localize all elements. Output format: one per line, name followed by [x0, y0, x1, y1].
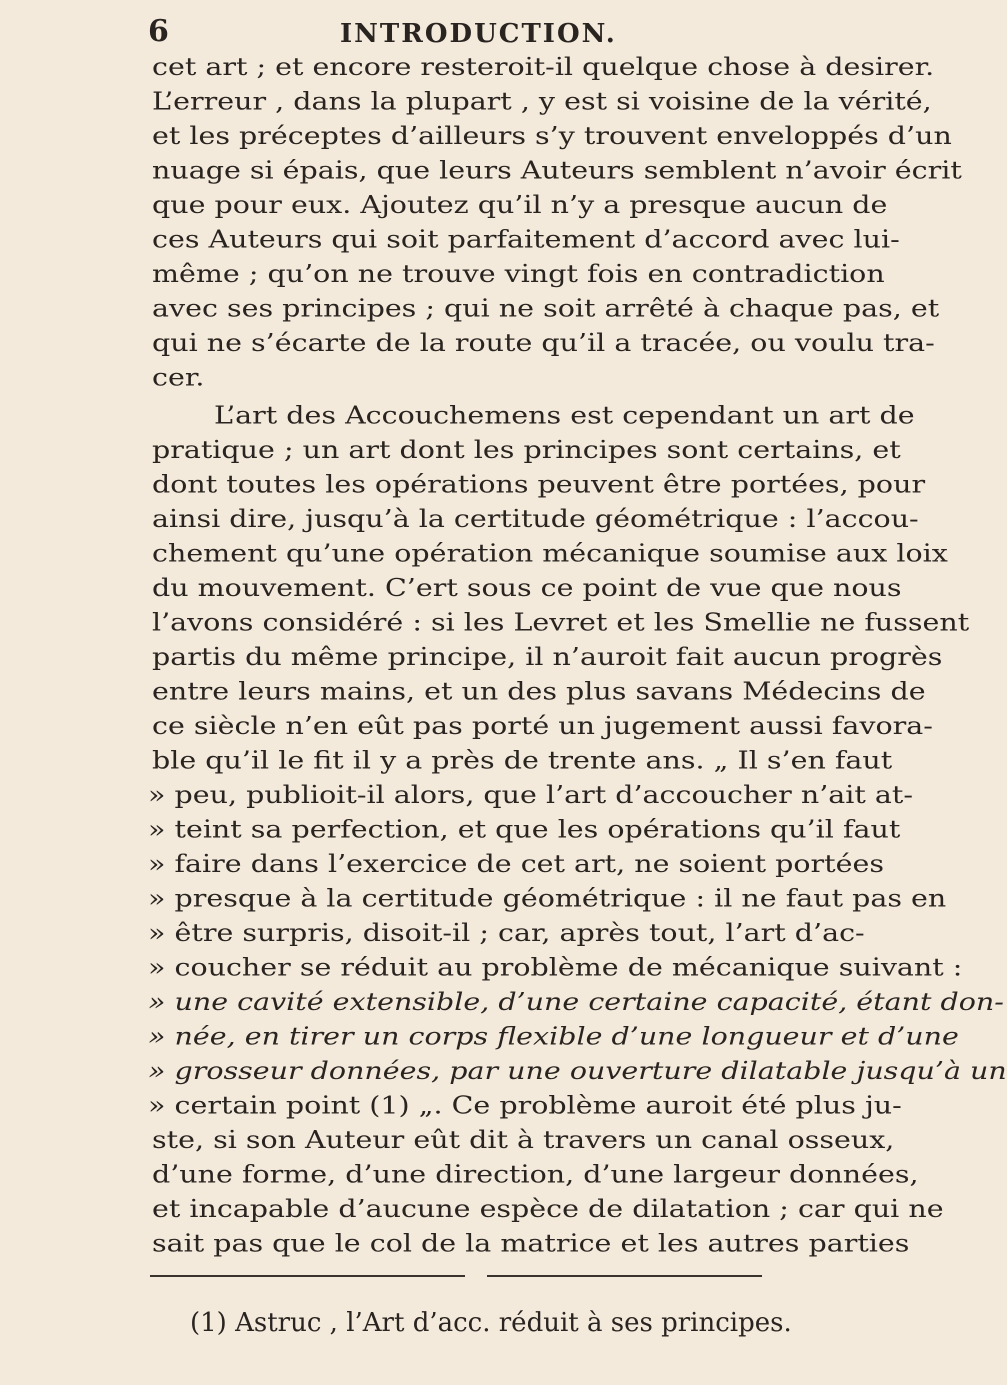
quoted-line: » faire dans l’exercice de cet art, ne soient portées [148, 849, 884, 878]
footnote: (1) Astruc , l’Art d’acc. réduit à ses principes. [190, 1308, 792, 1338]
page-number: 6 [148, 14, 169, 49]
text-line: partis du même principe, il n’auroit fait aucun progrès [152, 642, 943, 671]
text-line: et les préceptes d’ailleurs s’y trouvent enveloppés d’un [152, 121, 952, 151]
paragraph-start-line: L’art des Accouchemens est cependant un art de [214, 401, 915, 430]
text-line: ce siècle n’en eût pas porté un jugement aussi favora- [152, 711, 933, 740]
text-line: avec ses principes ; qui ne soit arrêté à chaque pas, et [152, 294, 940, 323]
text-line: du mouvement. C’ert sous ce point de vue que nous [152, 573, 902, 602]
text-line: dont toutes les opérations peuvent être portées, pour [152, 470, 926, 499]
footnote-rule-gap [465, 1273, 487, 1279]
quoted-line: » coucher se réduit au problème de mécanique suivant : [148, 953, 963, 982]
text-line: ainsi dire, jusqu’à la certitude géométrique : l’accou- [152, 504, 919, 533]
running-head: INTRODUCTION. [340, 19, 617, 49]
quoted-line: » teint sa perfection, et que les opérations qu’il faut [148, 815, 901, 844]
quoted-line-italic: » une cavité extensible, d’une certaine capacité, étant don- [148, 987, 1004, 1016]
text-line: sait pas que le col de la matrice et les autres parties [152, 1229, 910, 1258]
text-line: cet art ; et encore resteroit-il quelque chose à desirer. [152, 52, 935, 82]
text-line: que pour eux. Ajoutez qu’il n’y a presque aucun de [152, 190, 888, 220]
footnote-rule [150, 1275, 762, 1277]
text-line: même ; qu’on ne trouve vingt fois en contradiction [152, 259, 885, 289]
text-line: ces Auteurs qui soit parfaitement d’accord avec lui- [152, 225, 900, 254]
quoted-line: » certain point (1) „. Ce problème auroit été plus ju- [148, 1091, 902, 1120]
text-line: cer. [152, 363, 205, 392]
text-line: l’avons considéré : si les Levret et les Smellie ne fussent [152, 608, 970, 637]
text-line: ste, si son Auteur eût dit à travers un canal osseux, [152, 1125, 895, 1154]
text-line: nuage si épais, que leurs Auteurs semblent n’avoir écrit [152, 156, 962, 185]
text-line: chement qu’une opération mécanique soumise aux loix [152, 539, 948, 568]
text-line: d’une forme, d’une direction, d’une largeur données, [152, 1160, 919, 1189]
text-line: qui ne s’écarte de la route qu’il a tracée, ou voulu tra- [152, 328, 935, 358]
quoted-line: » être surpris, disoit-il ; car, après tout, l’art d’ac- [148, 918, 865, 947]
text-line: entre leurs mains, et un des plus savans Médecins de [152, 677, 926, 706]
page-header [0, 14, 800, 50]
text-line: ble qu’il le fit il y a près de trente ans. „ Il s’en faut [152, 746, 893, 775]
quoted-line-italic: » grosseur données, par une ouverture dilatable jusqu’à un [148, 1056, 1007, 1085]
quoted-line: » presque à la certitude géométrique : il ne faut pas en [148, 884, 947, 913]
text-line: et incapable d’aucune espèce de dilatation ; car qui ne [152, 1194, 944, 1223]
quoted-line-italic: » née, en tirer un corps flexible d’une longueur et d’une [148, 1022, 959, 1051]
quoted-line: » peu, publioit-il alors, que l’art d’accoucher n’ait at- [148, 780, 913, 809]
text-line: L’erreur , dans la plupart , y est si voisine de la vérité, [152, 87, 932, 116]
text-line: pratique ; un art dont les principes sont certains, et [152, 435, 901, 464]
